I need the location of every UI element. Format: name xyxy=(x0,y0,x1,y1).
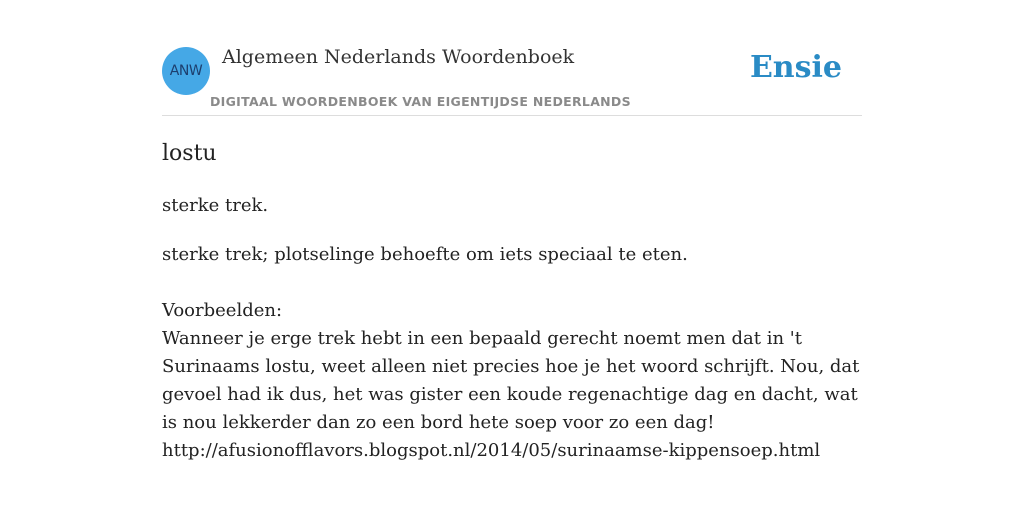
examples-label: Voorbeelden: xyxy=(162,300,283,321)
site-title[interactable]: Algemeen Nederlands Woordenboek xyxy=(222,46,575,68)
header-divider xyxy=(162,115,862,116)
entry-short-definition: sterke trek. xyxy=(162,195,269,216)
site-subtitle: DIGITAAL WOORDENBOEK VAN EIGENTIJDSE NEDERLANDS xyxy=(210,94,631,109)
anw-logo-text: ANW xyxy=(169,63,203,79)
ensie-brand-logo[interactable]: Ensie xyxy=(749,50,842,85)
example-source-link[interactable]: http://afusionofflavors.blogspot.nl/2014/05/surinaamse-kippensoep.html xyxy=(162,440,821,461)
entry-headword: lostu xyxy=(162,141,217,166)
entry-definition: sterke trek; plotselinge behoefte om iets speciaal te eten. xyxy=(162,244,688,265)
anw-logo[interactable] xyxy=(162,47,210,95)
example-text: Wanneer je erge trek hebt in een bepaald gerecht noemt men dat in 't Surinaams lostu, weet alleen niet precies hoe je het woord schrijft. Nou, dat gevoel had ik dus, het was gister een koude regenachtige dag en dacht, wat is nou lekkerder dan zo een bord hete soep voor zo een dag! xyxy=(162,328,860,433)
